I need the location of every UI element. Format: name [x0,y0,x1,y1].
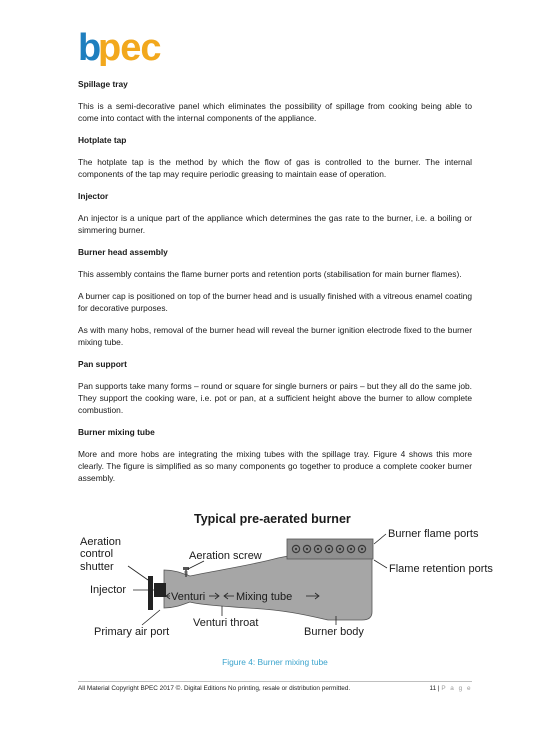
page-separator: | [437,685,440,692]
burner-diagram [78,510,498,648]
leader-aeration [128,566,148,580]
label-aeration-line2: control [80,548,114,560]
bpec-logo [78,30,188,66]
footer-page-indicator [429,685,472,692]
logo-letters-pec: pec [98,30,161,66]
footer-divider [78,681,472,682]
footer-copyright: All Material Copyright BPEC 2017 ©. Digital Editions No printing, resale or distribution permitted. [78,685,351,692]
paragraph-burner-head-2: A burner cap is positioned on top of the burner head and is usually finished with a vitreous enamel coating for decorative purposes. [78,291,472,313]
label-aeration-screw: Aeration screw [189,550,262,562]
label-venturi: Venturi [171,591,206,603]
heading-burner-head-assembly: Burner head assembly [78,247,168,257]
heading-burner-mixing-tube: Burner mixing tube [78,427,155,437]
injector-nozzle [154,583,166,597]
label-aeration-line1: Aeration [80,536,121,548]
bpec-logo-mark [78,30,188,66]
leader-aeration-screw [188,561,204,569]
paragraph-spillage-tray: This is a semi-decorative panel which eliminates the possibility of spillage from cooking being able to come into contact with the internal components of the appliance. [78,101,472,123]
label-mixing-tube: Mixing tube [236,591,293,603]
burner-diagram-svg [78,510,498,648]
page-word: P a g e [441,685,472,692]
figure-caption: Figure 4: Burner mixing tube [222,657,328,667]
label-burner-body: Burner body [304,626,364,638]
heading-spillage-tray: Spillage tray [78,79,128,89]
diagram-title: Typical pre-aerated burner [194,512,351,526]
page-number: 11 [429,685,437,692]
leader-retention-ports [374,560,387,568]
paragraph-burner-mixing-tube: More and more hobs are integrating the mixing tubes with the spillage tray. Figure 4 shows this more clearly. The figure is simplified as so many components go together to produce a complete cooker burner assembly. [78,449,472,483]
aeration-shutter [148,576,153,610]
paragraph-hotplate-tap: The hotplate tap is the method by which the flow of gas is controlled to the burner. The internal components of the tap may require periodic greasing to maintain ease of operation. [78,157,472,179]
leader-flame-ports [374,534,386,544]
document-body [78,78,472,488]
heading-pan-support: Pan support [78,359,127,369]
logo-letter-b: b [78,30,100,66]
paragraph-burner-head-1: This assembly contains the flame burner ports and retention ports (stabilisation for main burner flames). [78,269,462,279]
label-aeration-line3: shutter [80,561,114,573]
leader-primary-air-port [142,610,160,625]
heading-hotplate-tap: Hotplate tap [78,135,127,145]
label-burner-flame-ports: Burner flame ports [388,528,479,540]
paragraph-pan-support: Pan supports take many forms – round or square for single burners or pairs – but they all do the same job. They support the cooking ware, i.e. pot or pan, at a sufficient height above the burner to allow complete combustion. [78,381,472,415]
label-injector: Injector [90,584,127,596]
label-flame-retention-ports: Flame retention ports [389,563,493,575]
heading-injector: Injector [78,191,109,201]
label-primary-air-port: Primary air port [94,626,170,638]
paragraph-burner-head-3: As with many hobs, removal of the burner head will reveal the burner ignition electrode fixed to the burner mixing tube. [78,325,472,347]
paragraph-injector: An injector is a unique part of the appliance which determines the gas rate to the burner, i.e. a boiling or simmering burner. [78,213,472,235]
label-venturi-throat: Venturi throat [193,617,259,629]
